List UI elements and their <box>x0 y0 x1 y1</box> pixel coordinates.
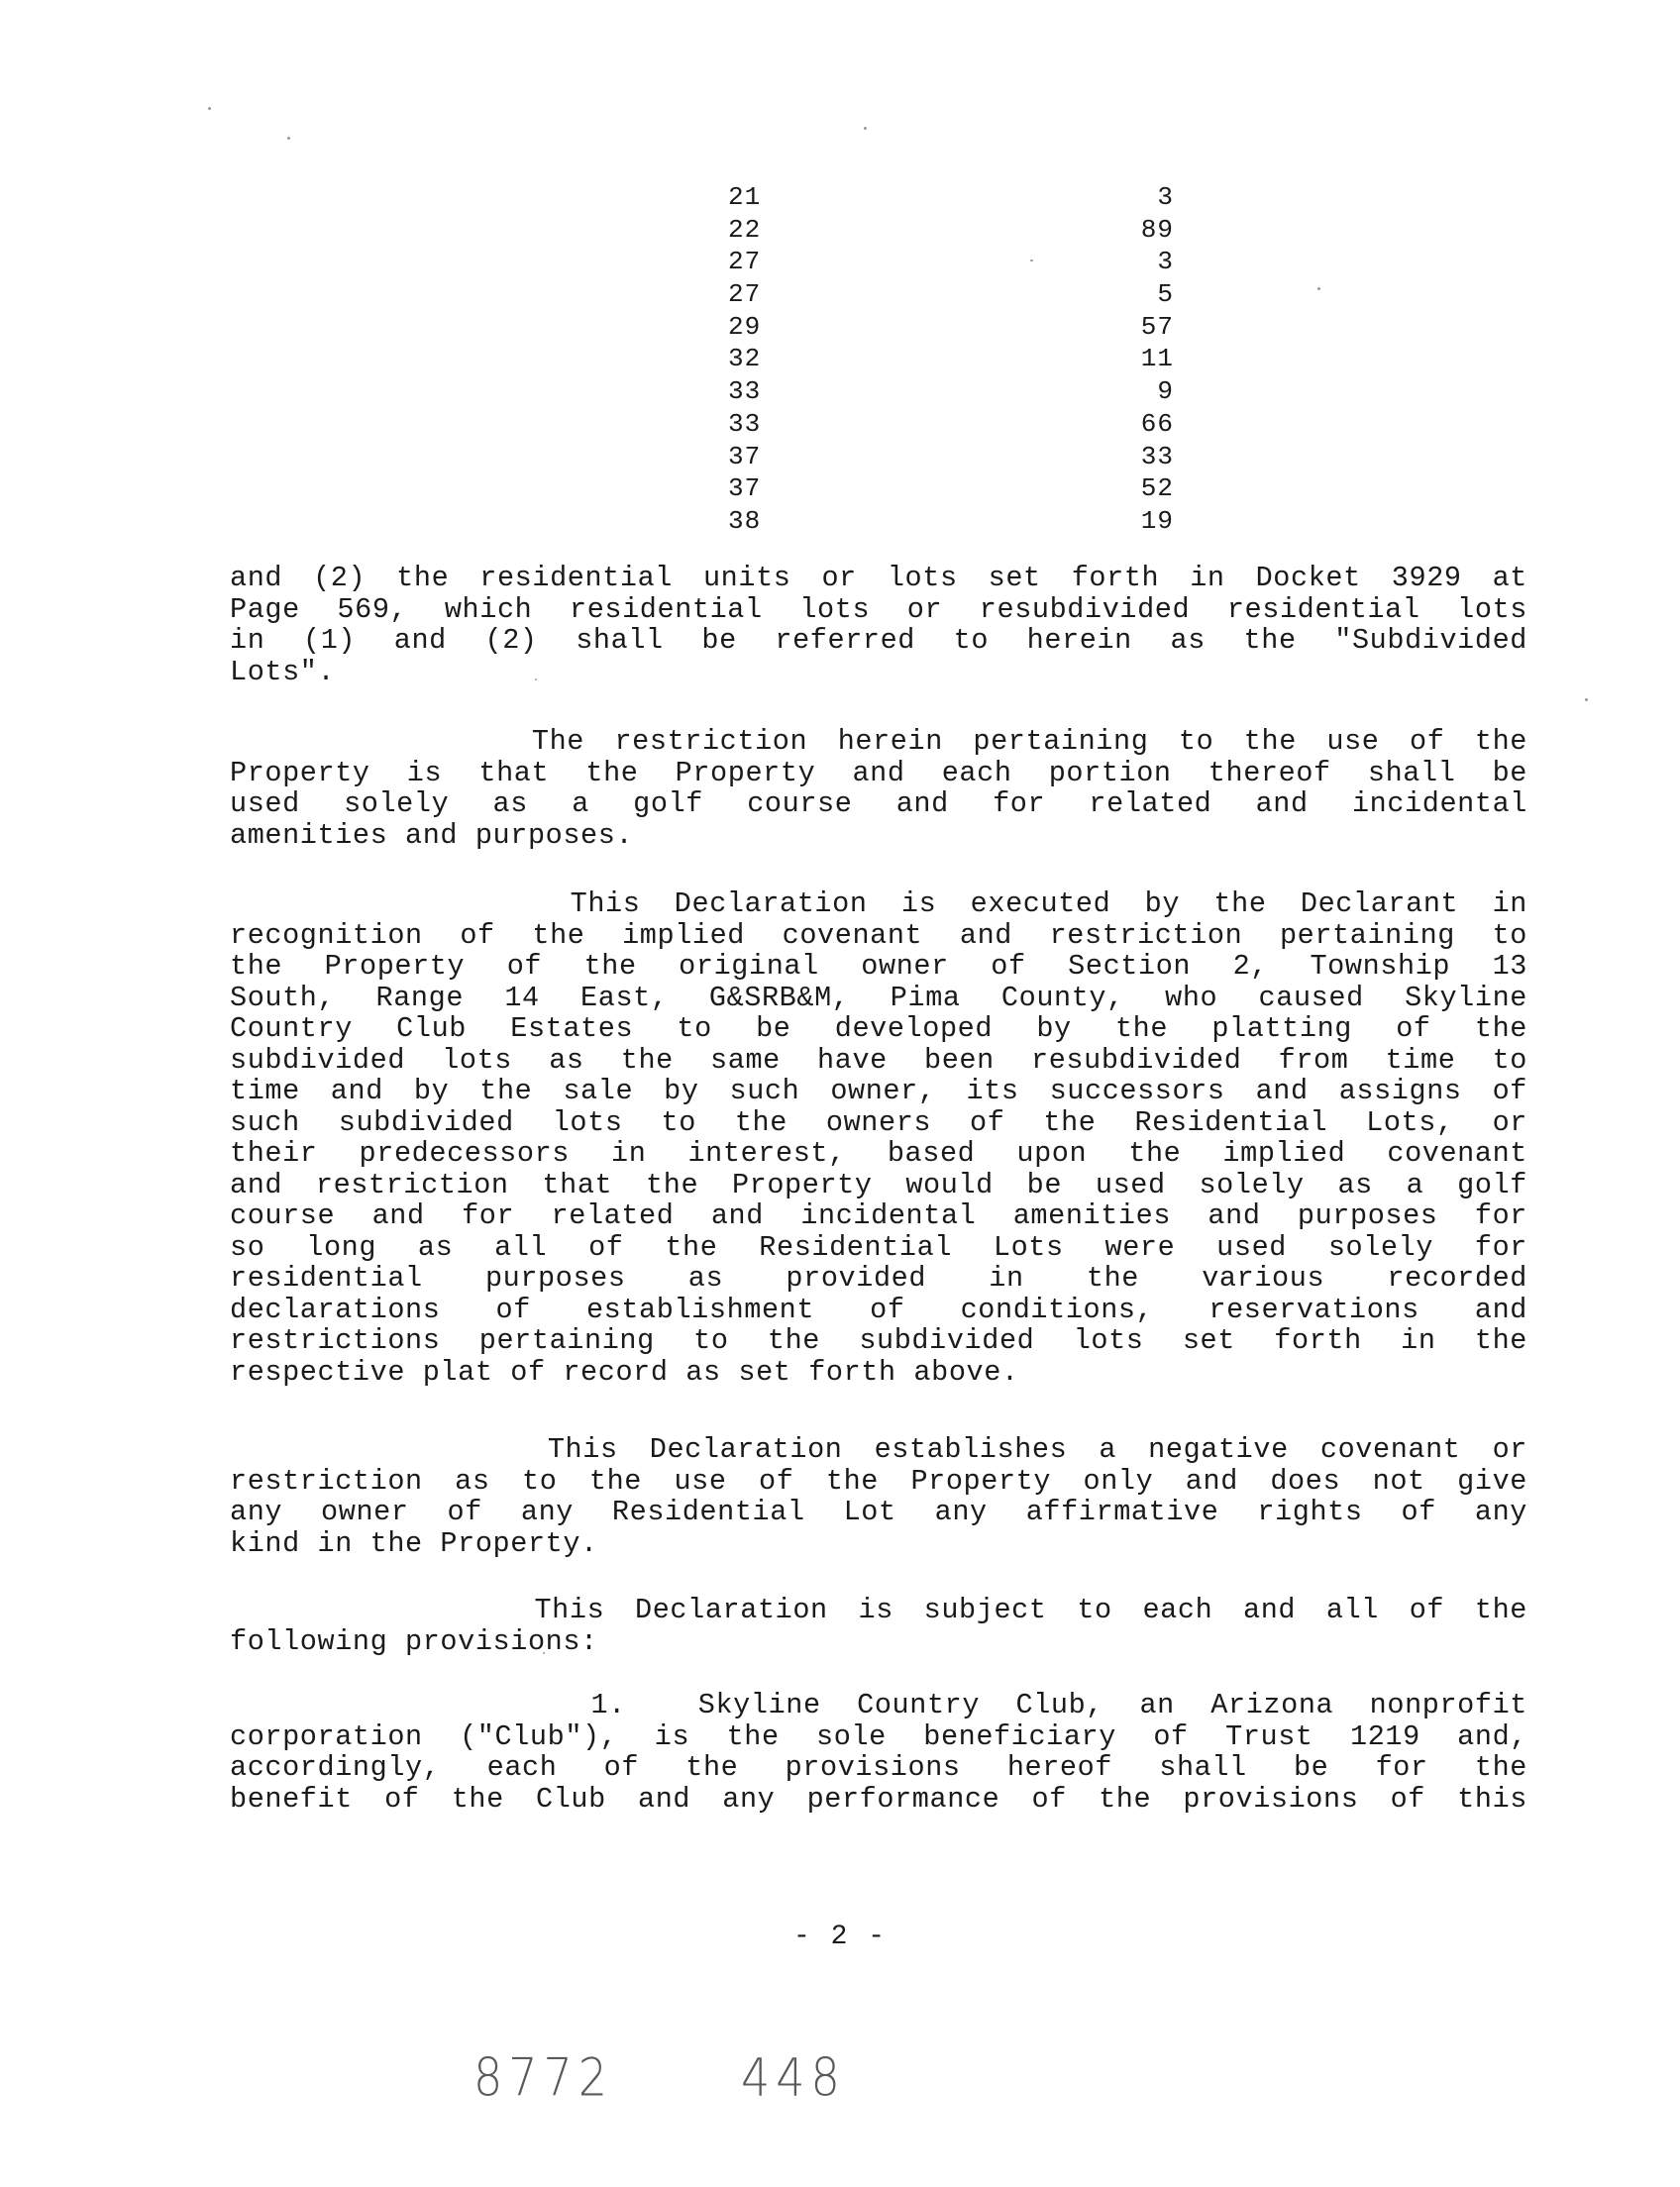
text-line: This Declaration is subject to each and all of the <box>230 1595 1527 1626</box>
text-line: following provisions: <box>230 1625 598 1657</box>
lot-table <box>693 181 1189 538</box>
text-line: kind in the Property. <box>230 1527 598 1559</box>
lot-row <box>693 408 1189 441</box>
lot-row <box>693 181 1189 214</box>
lot-number: 21 <box>728 182 762 212</box>
lot-value: 52 <box>1140 473 1174 504</box>
lot-number: 33 <box>728 408 762 439</box>
text-line: respective plat of record as set forth above. <box>230 1356 1019 1388</box>
lot-number: 37 <box>728 441 762 471</box>
paragraph-provision-1 <box>230 1690 1527 1815</box>
lot-row <box>693 278 1189 311</box>
text-line: This Declaration establishes a negative covenant or <box>230 1434 1527 1466</box>
text-line: Page 569, which residential lots or resubdivided residential lots <box>230 593 1527 625</box>
text-line: restrictions pertaining to the subdivided lots set forth in the <box>230 1325 1527 1357</box>
text-line: South, Range 14 East, G&SRB&M, Pima County, who caused Skyline <box>230 982 1527 1013</box>
paragraph-declaration-executed <box>230 888 1527 1388</box>
lot-value: 11 <box>1140 344 1174 374</box>
lot-value: 3 <box>1157 182 1174 212</box>
text-line: restriction as to the use of the Property only and does not give <box>230 1465 1527 1497</box>
lot-value: 57 <box>1140 311 1174 342</box>
lot-row <box>693 375 1189 408</box>
text-line: residential purposes as provided in the various recorded <box>230 1263 1527 1295</box>
text-line: and (2) the residential units or lots set forth in Docket 3929 at <box>230 563 1527 594</box>
text-line: subdivided lots as the same have been resubdivided from time to <box>230 1044 1527 1076</box>
lot-number: 38 <box>728 505 762 536</box>
text-line: corporation ("Club"), is the sole beneficiary of Trust 1219 and, <box>230 1720 1527 1752</box>
lot-row <box>693 343 1189 375</box>
lot-number: 27 <box>728 247 762 277</box>
text-line: This Declaration is executed by the Declarant in <box>230 888 1527 920</box>
lot-row <box>693 214 1189 247</box>
scan-speck <box>1585 698 1588 701</box>
text-line: such subdivided lots to the owners of the Residential Lots, or <box>230 1106 1527 1138</box>
text-line: their predecessors in interest, based upon the implied covenant <box>230 1138 1527 1170</box>
docket-stamp: 8772 <box>473 2045 614 2109</box>
text-line: Property is that the Property and each portion thereof shall be <box>230 757 1527 788</box>
text-line: time and by the sale by such owner, its successors and assigns of <box>230 1076 1527 1107</box>
text-line: 1. Skyline Country Club, an Arizona nonprofit <box>230 1690 1527 1721</box>
lot-number: 27 <box>728 279 762 310</box>
text-line: accordingly, each of the provisions hereof shall be for the <box>230 1752 1527 1784</box>
lot-value: 19 <box>1140 505 1174 536</box>
lot-value: 33 <box>1140 441 1174 471</box>
page-number: - 2 - <box>792 1922 887 1952</box>
text-line: benefit of the Club and any performance of the provisions of this <box>230 1783 1527 1815</box>
text-line: in (1) and (2) shall be referred to herein as the "Subdivided <box>230 625 1527 657</box>
paragraph-subdivided-lots <box>230 563 1527 687</box>
text-line: The restriction herein pertaining to the use of the <box>230 726 1527 758</box>
lot-row <box>693 441 1189 473</box>
text-line: Lots". <box>230 656 336 687</box>
scan-speck <box>864 127 867 130</box>
paragraph-provisions-intro <box>230 1595 1527 1657</box>
text-line: any owner of any Residential Lot any affirmative rights of any <box>230 1497 1527 1528</box>
paragraph-use-restriction <box>230 726 1527 851</box>
lot-value: 5 <box>1157 279 1174 310</box>
lot-value: 9 <box>1157 376 1174 407</box>
lot-number: 32 <box>728 344 762 374</box>
text-line: so long as all of the Residential Lots were used solely for <box>230 1231 1527 1263</box>
text-line: and restriction that the Property would be used solely as a golf <box>230 1169 1527 1200</box>
lot-value: 66 <box>1140 408 1174 439</box>
text-line: declarations of establishment of conditions, reservations and <box>230 1294 1527 1325</box>
scan-speck <box>208 107 211 110</box>
lot-number: 33 <box>728 376 762 407</box>
text-line: recognition of the implied covenant and restriction pertaining to <box>230 919 1527 951</box>
text-line: Country Club Estates to be developed by the platting of the <box>230 1013 1527 1045</box>
lot-row <box>693 505 1189 538</box>
lot-row <box>693 472 1189 505</box>
lot-value: 89 <box>1140 214 1174 245</box>
lot-number: 37 <box>728 473 762 504</box>
lot-row <box>693 311 1189 344</box>
lot-number: 29 <box>728 311 762 342</box>
lot-row <box>693 246 1189 278</box>
lot-value: 3 <box>1157 247 1174 277</box>
scan-speck <box>1317 287 1320 290</box>
scan-speck <box>287 137 290 140</box>
text-line: the Property of the original owner of Section 2, Township 13 <box>230 951 1527 983</box>
lot-number: 22 <box>728 214 762 245</box>
paragraph-negative-covenant <box>230 1434 1527 1559</box>
text-line: amenities and purposes. <box>230 819 634 851</box>
page-stamp: 448 <box>741 2045 846 2109</box>
text-line: used solely as a golf course and for related and incidental <box>230 788 1527 820</box>
text-line: course and for related and incidental amenities and purposes for <box>230 1200 1527 1232</box>
